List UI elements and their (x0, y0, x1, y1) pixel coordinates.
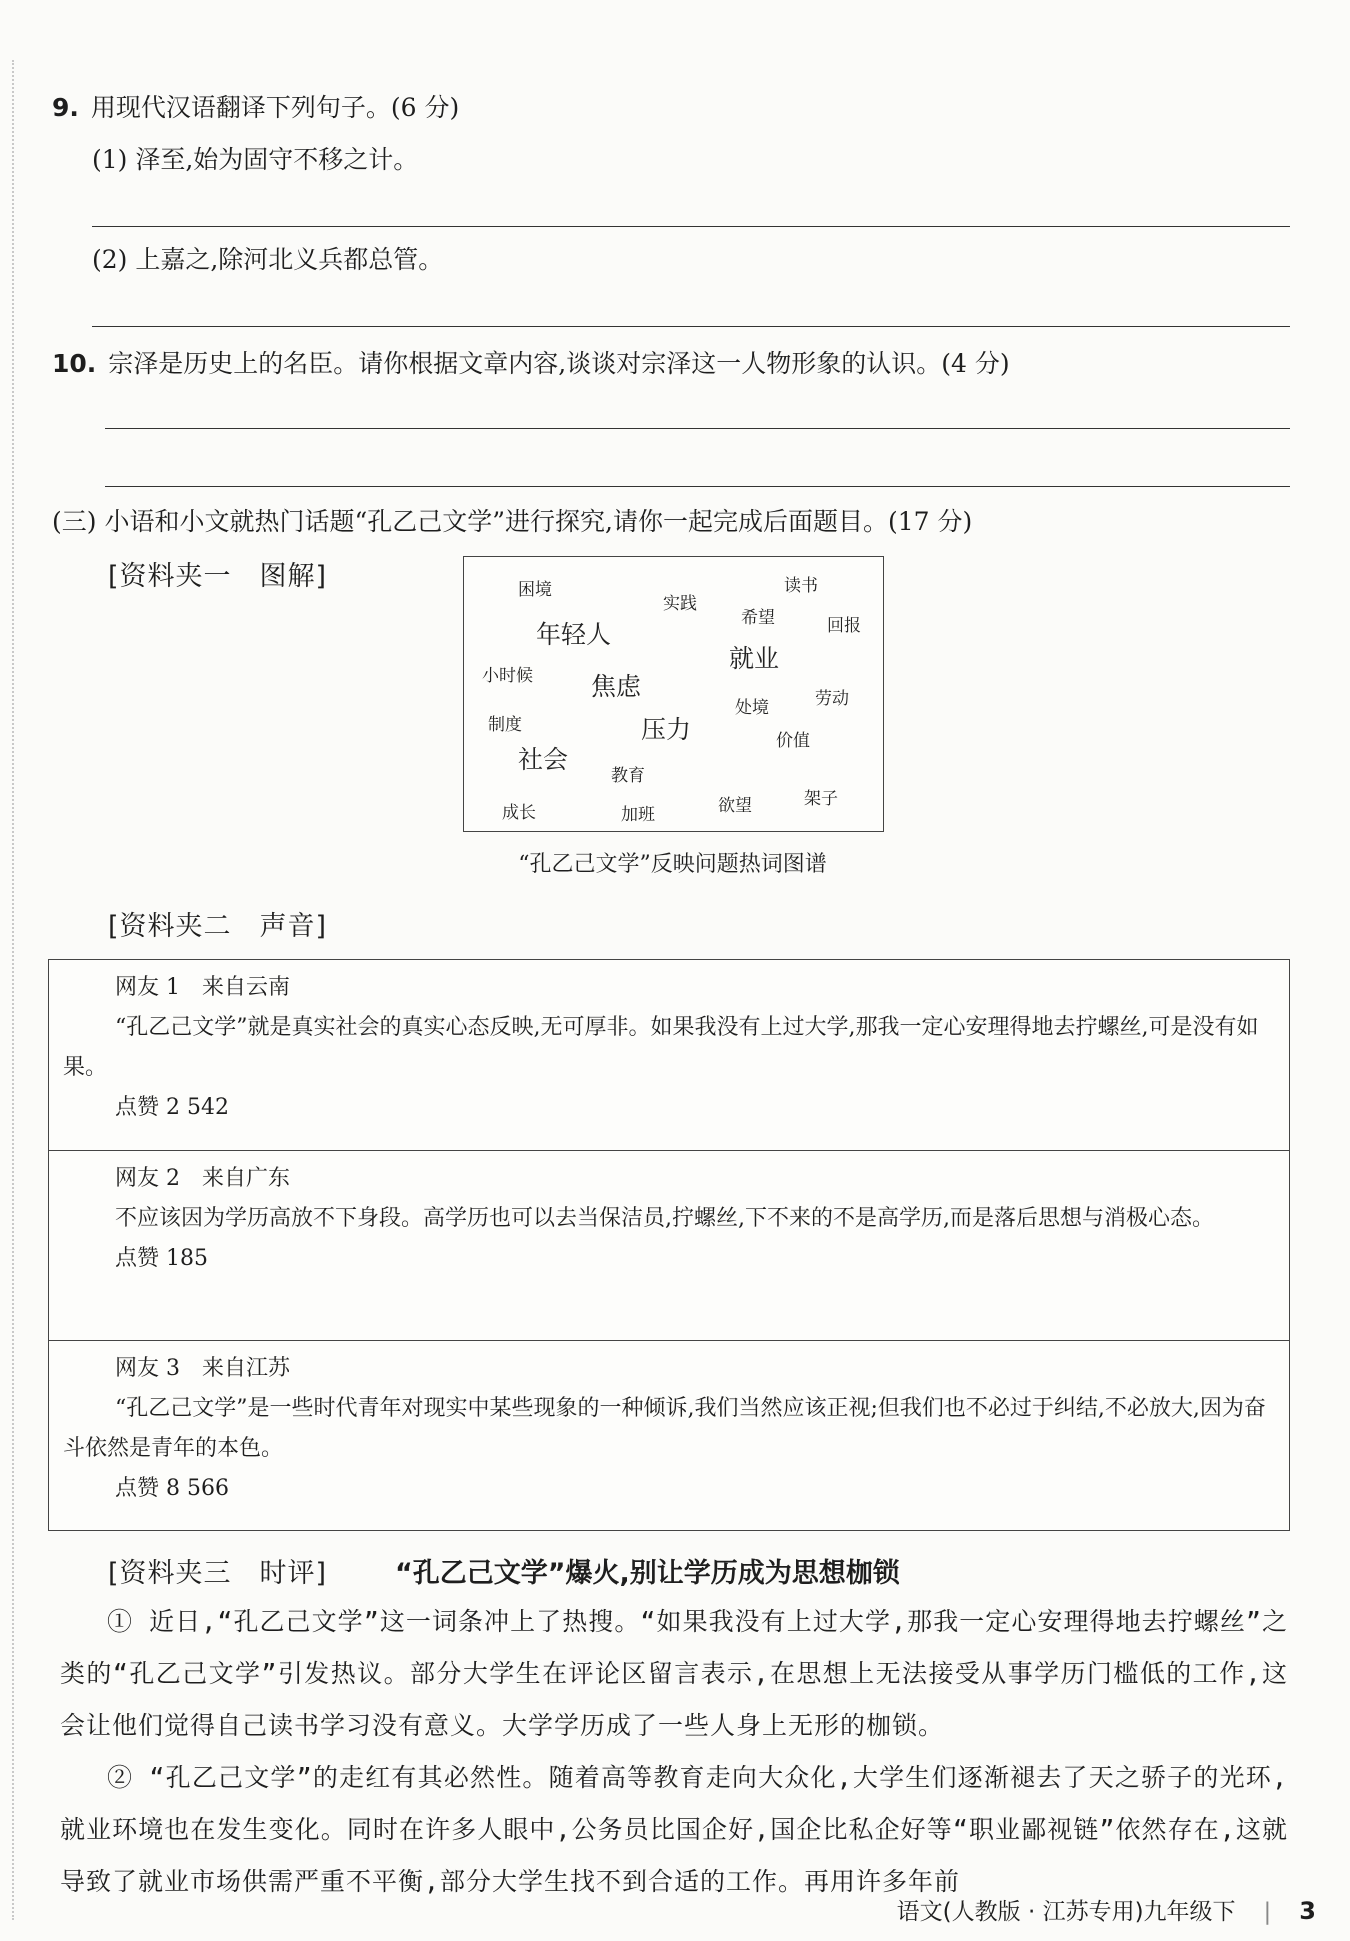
question-text: 用现代汉语翻译下列句子。(6 分) (90, 93, 460, 122)
comment-row (49, 960, 1289, 1150)
comment-author: 网友 1 来自云南 (115, 975, 290, 1000)
question-text: 宗泽是历史上的名臣。请你根据文章内容,谈谈对宗泽这一人物形象的认识。(4 分) (108, 349, 1010, 378)
netizen-comments-table (48, 959, 1290, 1531)
hot-words-cloud (463, 556, 884, 832)
page-number: 3 (1299, 1897, 1316, 1925)
hot-word: 实践 (663, 594, 697, 614)
comment-row (49, 1340, 1289, 1530)
hot-word: 处境 (735, 698, 769, 718)
q9-subquestion-2: (2) 上嘉之,除河北义兵都总管。 (92, 245, 444, 274)
hot-word: 读书 (784, 576, 818, 596)
folder-topic: 声音 (259, 911, 316, 942)
folder-topic: 时评 (259, 1558, 316, 1589)
comment-author: 网友 3 来自江苏 (115, 1356, 290, 1381)
comment-text: “孔乙己文学”就是真实社会的真实心态反映,无可厚非。如果我没有上过大学,那我一定心安理得地去拧螺丝,可是没有如果。 (63, 1015, 1259, 1080)
hot-word: 制度 (488, 715, 522, 735)
comment-text: 不应该因为学历高放不下身段。高学历也可以去当保洁员,拧螺丝,下不来的不是高学历,而是落后思想与消极心态。 (115, 1206, 1214, 1231)
folder-1-heading: [资料夹一 图解] (108, 561, 328, 592)
folder-label: 资料夹一 (119, 561, 232, 592)
hot-word: 加班 (621, 805, 655, 825)
comment-author: 网友 2 来自广东 (115, 1166, 290, 1191)
binding-margin (12, 60, 14, 1920)
hot-word: 劳动 (815, 689, 849, 709)
folder-3-heading: [资料夹三 时评] (108, 1558, 328, 1589)
article-paragraph-1: ① 近日,“孔乙己文学”这一词条冲上了热搜。“如果我没有上过大学,那我一定心安理得地去拧螺丝”之类的“孔乙己文学”引发热议。部分大学生在评论区留言表示,在思想上无法接受从事学历门槛低的工作,这会让他们觉得自己读书学习没有意义。大学学历成了一些人身上无形的枷锁。 (60, 1607, 1288, 1740)
question-10 (52, 344, 1010, 380)
footer-separator: | (1263, 1899, 1272, 1925)
hot-word: 焦虑 (591, 672, 642, 701)
hot-word: 价值 (776, 731, 810, 751)
q9-answer-line-1[interactable] (92, 226, 1290, 227)
q10-answer-line-1[interactable] (105, 428, 1290, 429)
hot-word: 架子 (804, 789, 838, 809)
section-3-intro: (三) 小语和小文就热门话题“孔乙己文学”进行探究,请你一起完成后面题目。(17 分) (52, 507, 973, 536)
article-paragraph-2: ② “孔乙己文学”的走红有其必然性。随着高等教育走向大众化,大学生们逐渐褪去了天之骄子的光环,就业环境也在发生变化。同时在许多人眼中,公务员比国企好,国企比私企好等“职业鄙视链”依然存在,这就导致了就业市场供需严重不平衡,部分大学生找不到合适的工作。再用许多年前 (60, 1763, 1288, 1896)
hot-word: 欲望 (718, 796, 752, 816)
question-9 (52, 88, 459, 124)
q9-subquestion-1: (1) 泽至,始为固守不移之计。 (92, 145, 419, 174)
hot-word: 回报 (827, 616, 861, 636)
hot-word: 社会 (518, 745, 569, 774)
comment-likes: 点赞 8 566 (115, 1476, 229, 1501)
footer-subject: 语文(人教版 · 江苏专用)九年级下 (896, 1899, 1236, 1925)
hot-word: 小时候 (482, 666, 533, 686)
word-cloud-caption: “孔乙己文学”反映问题热词图谱 (518, 852, 827, 877)
hot-word: 成长 (502, 803, 536, 823)
question-number: 10. (52, 349, 97, 378)
hot-word: 年轻人 (536, 620, 612, 649)
folder-label: 资料夹三 (119, 1558, 232, 1589)
question-number: 9. (52, 93, 79, 122)
hot-word: 就业 (729, 644, 780, 673)
q10-answer-line-2[interactable] (105, 486, 1290, 487)
hot-word: 教育 (611, 766, 645, 786)
hot-word: 希望 (741, 608, 775, 628)
q9-answer-line-2[interactable] (92, 326, 1290, 327)
folder-label: 资料夹二 (119, 911, 232, 942)
folder-topic: 图解 (259, 561, 316, 592)
folder-2-heading: [资料夹二 声音] (108, 911, 328, 942)
comment-row (49, 1150, 1289, 1340)
article-title: “孔乙己文学”爆火,别让学历成为思想枷锁 (395, 1558, 900, 1589)
comment-likes: 点赞 2 542 (115, 1095, 229, 1120)
comment-text: “孔乙己文学”是一些时代青年对现实中某些现象的一种倾诉,我们当然应该正视;但我们也不必过于纠结,不必放大,因为奋斗依然是青年的本色。 (63, 1396, 1266, 1461)
hot-word: 困境 (518, 580, 552, 600)
page-footer (897, 1893, 1316, 1926)
comment-likes: 点赞 185 (115, 1246, 208, 1271)
hot-word: 压力 (641, 715, 692, 744)
